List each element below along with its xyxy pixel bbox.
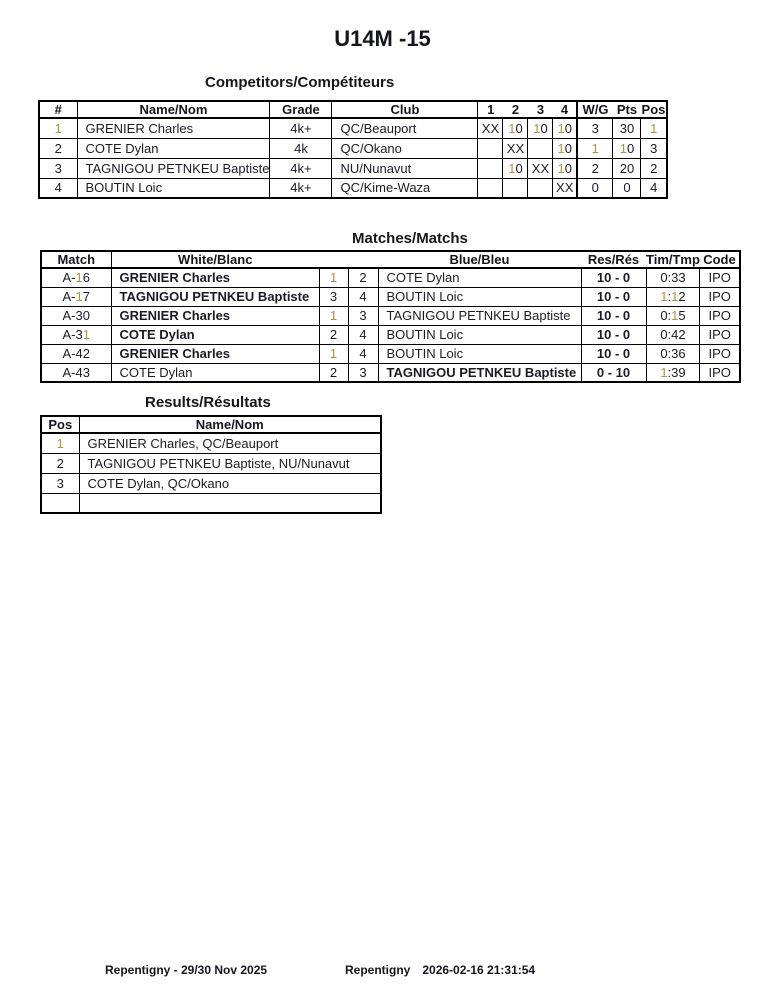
blue-num-cell: 3 — [348, 306, 378, 325]
match-id-cell: A-16 — [41, 268, 111, 287]
page-title: U14M -15 — [334, 26, 431, 51]
result-pos-cell: 3 — [41, 473, 79, 493]
round2-score-cell: 10 — [503, 118, 528, 138]
position-cell: 2 — [641, 158, 667, 178]
white-num-cell: 1 — [319, 306, 348, 325]
result-cell: 10 - 0 — [581, 287, 646, 306]
footer-print-datetime: 2026-02-16 21:31:54 — [422, 963, 536, 977]
round4-score-cell: 10 — [553, 138, 577, 158]
blue-competitor-cell: BOUTIN Loic — [378, 287, 581, 306]
white-competitor-cell: COTE Dylan — [111, 325, 319, 344]
round4-score-cell: XX — [553, 178, 577, 198]
match-id-cell: A-42 — [41, 344, 111, 363]
wins-cell: 0 — [577, 178, 613, 198]
col-header-club: Club — [332, 101, 478, 118]
competitor-num-cell: 2 — [39, 138, 77, 158]
competitor-num-cell: 4 — [39, 178, 77, 198]
blue-num-cell: 2 — [348, 268, 378, 287]
white-competitor-cell: GRENIER Charles — [111, 344, 319, 363]
result-row — [41, 453, 381, 473]
code-cell: IPO — [700, 344, 740, 363]
col-header-r3: 3 — [528, 101, 553, 118]
round2-score-cell — [503, 178, 528, 198]
blue-num-cell: 3 — [348, 363, 378, 382]
col-header-name: Name/Nom — [79, 416, 381, 433]
round2-score-cell: 10 — [503, 158, 528, 178]
round1-score-cell — [478, 178, 503, 198]
position-cell: 4 — [641, 178, 667, 198]
result-row — [41, 473, 381, 493]
position-cell: 3 — [641, 138, 667, 158]
col-header-r2: 2 — [503, 101, 528, 118]
result-row — [41, 433, 381, 453]
results-section-heading: Results/Résultats — [145, 394, 271, 411]
white-num-cell: 2 — [319, 325, 348, 344]
time-cell: 1:39 — [646, 363, 700, 382]
match-id-cell: A-43 — [41, 363, 111, 382]
points-cell: 20 — [613, 158, 641, 178]
competitor-grade-cell: 4k — [270, 138, 332, 158]
white-competitor-cell: TAGNIGOU PETNKEU Baptiste — [111, 287, 319, 306]
col-header-wg: W/G — [577, 101, 613, 118]
wins-cell: 3 — [577, 118, 613, 138]
match-row — [41, 325, 740, 344]
match-row — [41, 287, 740, 306]
col-header-pos: Pos — [641, 102, 666, 117]
time-cell: 1:12 — [646, 287, 700, 306]
round3-score-cell — [528, 138, 553, 158]
blue-num-cell: 4 — [348, 287, 378, 306]
result-cell: 0 - 10 — [581, 363, 646, 382]
result-pos-cell — [41, 493, 79, 513]
competitor-grade-cell: 4k+ — [270, 178, 332, 198]
result-name-cell: GRENIER Charles, QC/Beauport — [79, 433, 381, 453]
col-header-r4: 4 — [553, 101, 577, 118]
result-cell: 10 - 0 — [581, 268, 646, 287]
competitors-header-row — [39, 101, 667, 118]
white-competitor-cell: GRENIER Charles — [111, 268, 319, 287]
points-cell: 0 — [613, 178, 641, 198]
round3-score-cell — [528, 178, 553, 198]
round2-score-cell: XX — [503, 138, 528, 158]
matches-header-row — [41, 251, 740, 268]
competitor-row — [39, 118, 667, 138]
round4-score-cell: 10 — [553, 158, 577, 178]
round1-score-cell: XX — [478, 118, 503, 138]
white-num-cell: 2 — [319, 363, 348, 382]
competitor-row — [39, 138, 667, 158]
col-header-white-num — [319, 251, 348, 268]
competitors-section-heading: Competitors/Compétiteurs — [205, 74, 395, 91]
matches-table — [40, 250, 741, 383]
result-pos-cell: 1 — [41, 433, 79, 453]
result-cell: 10 - 0 — [581, 344, 646, 363]
col-header-code: Code — [700, 251, 740, 268]
footer-print-info — [345, 963, 535, 977]
match-row — [41, 306, 740, 325]
match-row — [41, 344, 740, 363]
results-table — [40, 415, 382, 514]
footer-print-place: Repentigny — [345, 963, 411, 977]
col-header-r1: 1 — [478, 101, 503, 118]
col-header-blue: Blue/Bleu — [378, 251, 581, 268]
col-header-name: Name/Nom — [77, 101, 270, 118]
round4-score-cell: 10 — [553, 118, 577, 138]
col-header-match: Match — [41, 251, 111, 268]
round3-score-cell: XX — [528, 158, 553, 178]
points-cell: 10 — [613, 138, 641, 158]
white-num-cell: 1 — [319, 344, 348, 363]
position-cell: 1 — [641, 118, 667, 138]
time-cell: 0:33 — [646, 268, 700, 287]
competitor-row — [39, 178, 667, 198]
result-name-cell — [79, 493, 381, 513]
competitors-table — [38, 100, 668, 199]
round1-score-cell — [478, 138, 503, 158]
round1-score-cell — [478, 158, 503, 178]
time-cell: 0:42 — [646, 325, 700, 344]
col-header-pos: Pos — [41, 416, 79, 433]
result-pos-cell: 2 — [41, 453, 79, 473]
blue-num-cell: 4 — [348, 325, 378, 344]
code-cell: IPO — [700, 287, 740, 306]
wins-cell: 2 — [577, 158, 613, 178]
competitor-num-cell: 3 — [39, 158, 77, 178]
white-num-cell: 3 — [319, 287, 348, 306]
code-cell: IPO — [700, 306, 740, 325]
result-cell: 10 - 0 — [581, 306, 646, 325]
points-cell: 30 — [613, 118, 641, 138]
match-row — [41, 363, 740, 382]
results-header-row — [41, 416, 381, 433]
col-header-pts: Pts — [613, 101, 641, 118]
competitor-name-cell: BOUTIN Loic — [77, 178, 270, 198]
blue-competitor-cell: BOUTIN Loic — [378, 344, 581, 363]
time-cell: 0:36 — [646, 344, 700, 363]
match-id-cell: A-30 — [41, 306, 111, 325]
result-row — [41, 493, 381, 513]
matches-section-heading: Matches/Matchs — [352, 230, 468, 247]
competitor-club-cell: QC/Kime-Waza — [332, 178, 478, 198]
blue-num-cell: 4 — [348, 344, 378, 363]
competitor-grade-cell: 4k+ — [270, 118, 332, 138]
result-name-cell: TAGNIGOU PETNKEU Baptiste, NU/Nunavut — [79, 453, 381, 473]
competitor-club-cell: NU/Nunavut — [332, 158, 478, 178]
footer-event-date: Repentigny - 29/30 Nov 2025 — [105, 963, 268, 977]
competitor-name-cell: GRENIER Charles — [77, 118, 270, 138]
white-competitor-cell: GRENIER Charles — [111, 306, 319, 325]
col-header-tim: Tim/Tmp — [646, 252, 700, 267]
white-competitor-cell: COTE Dylan — [111, 363, 319, 382]
round3-score-cell: 10 — [528, 118, 553, 138]
code-cell: IPO — [700, 268, 740, 287]
competitor-num-cell: 1 — [39, 118, 77, 138]
blue-competitor-cell: TAGNIGOU PETNKEU Baptiste — [378, 363, 581, 382]
blue-competitor-cell: COTE Dylan — [378, 268, 581, 287]
col-header-res: Res/Rés — [581, 251, 646, 268]
match-id-cell: A-17 — [41, 287, 111, 306]
competitor-grade-cell: 4k+ — [270, 158, 332, 178]
blue-competitor-cell: BOUTIN Loic — [378, 325, 581, 344]
match-row — [41, 268, 740, 287]
col-header-grade: Grade — [270, 101, 332, 118]
code-cell: IPO — [700, 363, 740, 382]
col-header-white: White/Blanc — [111, 251, 319, 268]
competitor-name-cell: COTE Dylan — [77, 138, 270, 158]
code-cell: IPO — [700, 325, 740, 344]
wins-cell: 1 — [577, 138, 613, 158]
result-name-cell: COTE Dylan, QC/Okano — [79, 473, 381, 493]
col-header-blue-num — [348, 251, 378, 268]
result-cell: 10 - 0 — [581, 325, 646, 344]
white-num-cell: 1 — [319, 268, 348, 287]
competitor-row — [39, 158, 667, 178]
time-cell: 0:15 — [646, 306, 700, 325]
competitor-name-cell: TAGNIGOU PETNKEU Baptiste — [77, 158, 270, 178]
competitor-club-cell: QC/Beauport — [332, 118, 478, 138]
blue-competitor-cell: TAGNIGOU PETNKEU Baptiste — [378, 306, 581, 325]
col-header-num: # — [39, 101, 77, 118]
competitor-club-cell: QC/Okano — [332, 138, 478, 158]
match-id-cell: A-31 — [41, 325, 111, 344]
